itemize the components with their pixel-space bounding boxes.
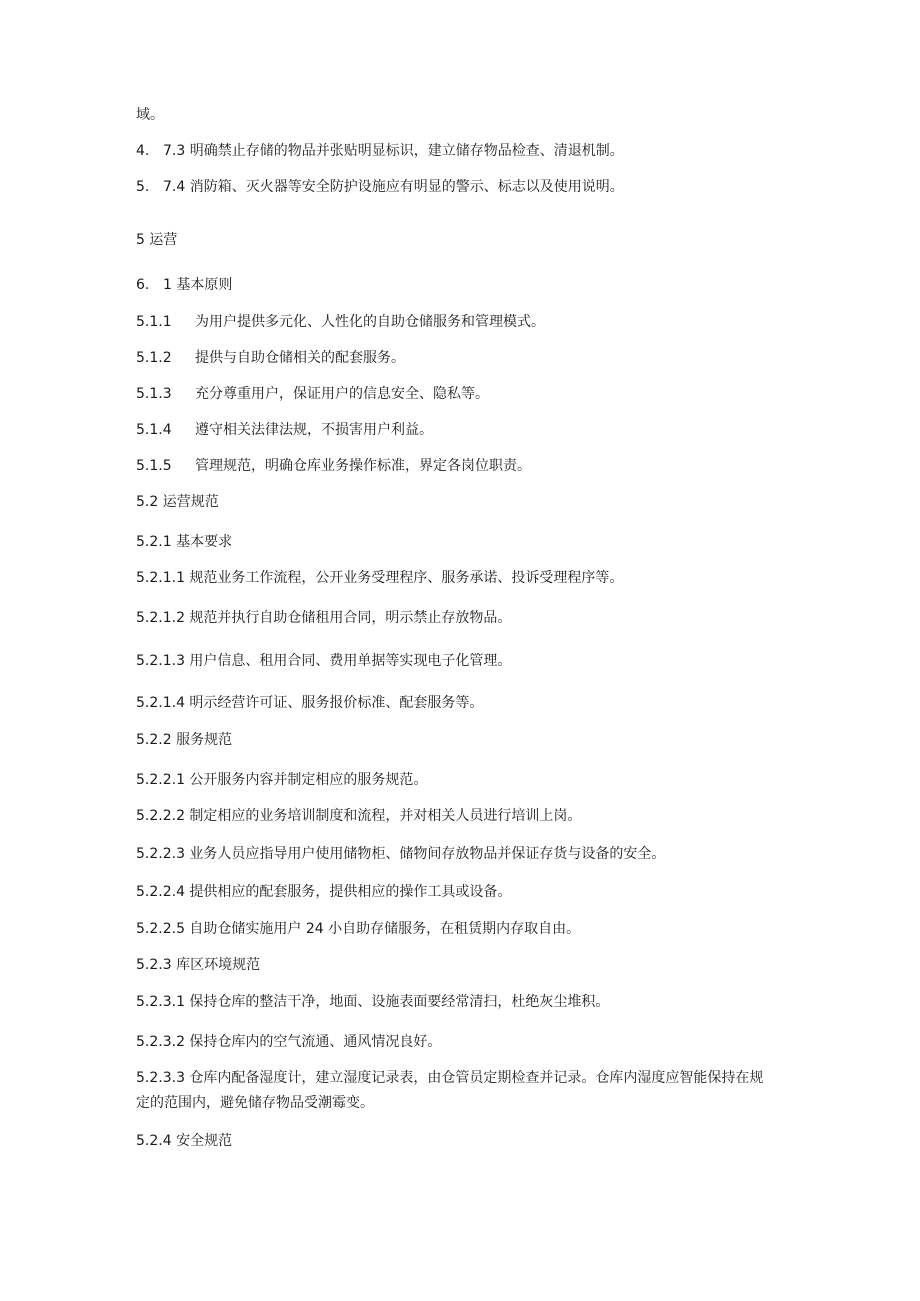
- list-number: 6.: [136, 277, 150, 293]
- list-item: [136, 178, 624, 196]
- subsection-heading: 5.2.3 库区环境规范: [136, 957, 261, 973]
- clause-line: 5.2.3.2 保持仓库内的空气流通、通风情况良好。: [136, 1034, 442, 1050]
- clause-item: [136, 421, 433, 439]
- clause-text: 提供与自助仓储相关的配套服务。: [195, 350, 405, 366]
- clause-item: [136, 457, 531, 475]
- list-item: [136, 276, 232, 294]
- clause-number: 5.1.5: [136, 458, 172, 474]
- list-text: 1 基本原则: [163, 277, 233, 293]
- clause-line: 5.2.1.2 规范并执行自助仓储租用合同，明示禁止存放物品。: [136, 610, 512, 626]
- clause-line: 5.2.3.1 保持仓库的整洁干净，地面、设施表面要经常清扫，杜绝灰尘堆积。: [136, 994, 610, 1010]
- list-text: 7.4 消防箱、灭火器等安全防护设施应有明显的警示、标志以及使用说明。: [163, 179, 624, 195]
- clause-line: 5.2.2.4 提供相应的配套服务，提供相应的操作工具或设备。: [136, 884, 512, 900]
- clause-item: [136, 313, 545, 331]
- list-number: 4.: [136, 143, 150, 159]
- subsection-heading: 5.2.1 基本要求: [136, 534, 233, 550]
- list-item: [136, 142, 624, 160]
- section-heading: 5.2 运营规范: [136, 494, 219, 510]
- clause-line: 5.2.2.2 制定相应的业务培训制度和流程，并对相关人员进行培训上岗。: [136, 808, 582, 824]
- clause-line: 5.2.2.3 业务人员应指导用户使用储物柜、储物间存放物品并保证存货与设备的安全。: [136, 846, 666, 862]
- clause-item: [136, 385, 489, 403]
- clause-number: 5.1.3: [136, 386, 172, 402]
- clause-item: [136, 349, 405, 367]
- clause-text: 管理规范，明确仓库业务操作标准，界定各岗位职责。: [195, 458, 531, 474]
- clause-line: 5.2.1.3 用户信息、租用合同、费用单据等实现电子化管理。: [136, 653, 512, 669]
- subsection-heading: 5.2.2 服务规范: [136, 732, 233, 748]
- clause-line: 5.2.1.1 规范业务工作流程，公开业务受理程序、服务承诺、投诉受理程序等。: [136, 570, 624, 586]
- clause-line: 5.2.1.4 明示经营许可证、服务报价标准、配套服务等。: [136, 695, 484, 711]
- clause-number: 5.1.2: [136, 350, 172, 366]
- list-text: 7.3 明确禁止存储的物品并张贴明显标识，建立储存物品检查、清退机制。: [163, 143, 624, 159]
- section-heading: 5 运营: [136, 232, 178, 248]
- clause-text: 为用户提供多元化、人性化的自助仓储服务和管理模式。: [195, 314, 545, 330]
- clause-line: 5.2.2.5 自助仓储实施用户 24 小自助存储服务，在租赁期内存取自由。: [136, 921, 581, 937]
- clause-number: 5.1.1: [136, 314, 172, 330]
- clause-text: 充分尊重用户，保证用户的信息安全、隐私等。: [195, 386, 489, 402]
- clause-line: 5.2.2.1 公开服务内容并制定相应的服务规范。: [136, 772, 428, 788]
- list-number: 5.: [136, 179, 150, 195]
- clause-paragraph: 5.2.3.3 仓库内配备湿度计，建立湿度记录表，由仓管员定期检查并记录。仓库内湿度应智能保持在规定的范围内，避免储存物品受潮霉变。: [136, 1070, 764, 1111]
- clause-number: 5.1.4: [136, 422, 172, 438]
- text-line: 域。: [136, 107, 164, 123]
- subsection-heading: 5.2.4 安全规范: [136, 1133, 233, 1149]
- clause-text: 遵守相关法律法规，不损害用户利益。: [195, 422, 433, 438]
